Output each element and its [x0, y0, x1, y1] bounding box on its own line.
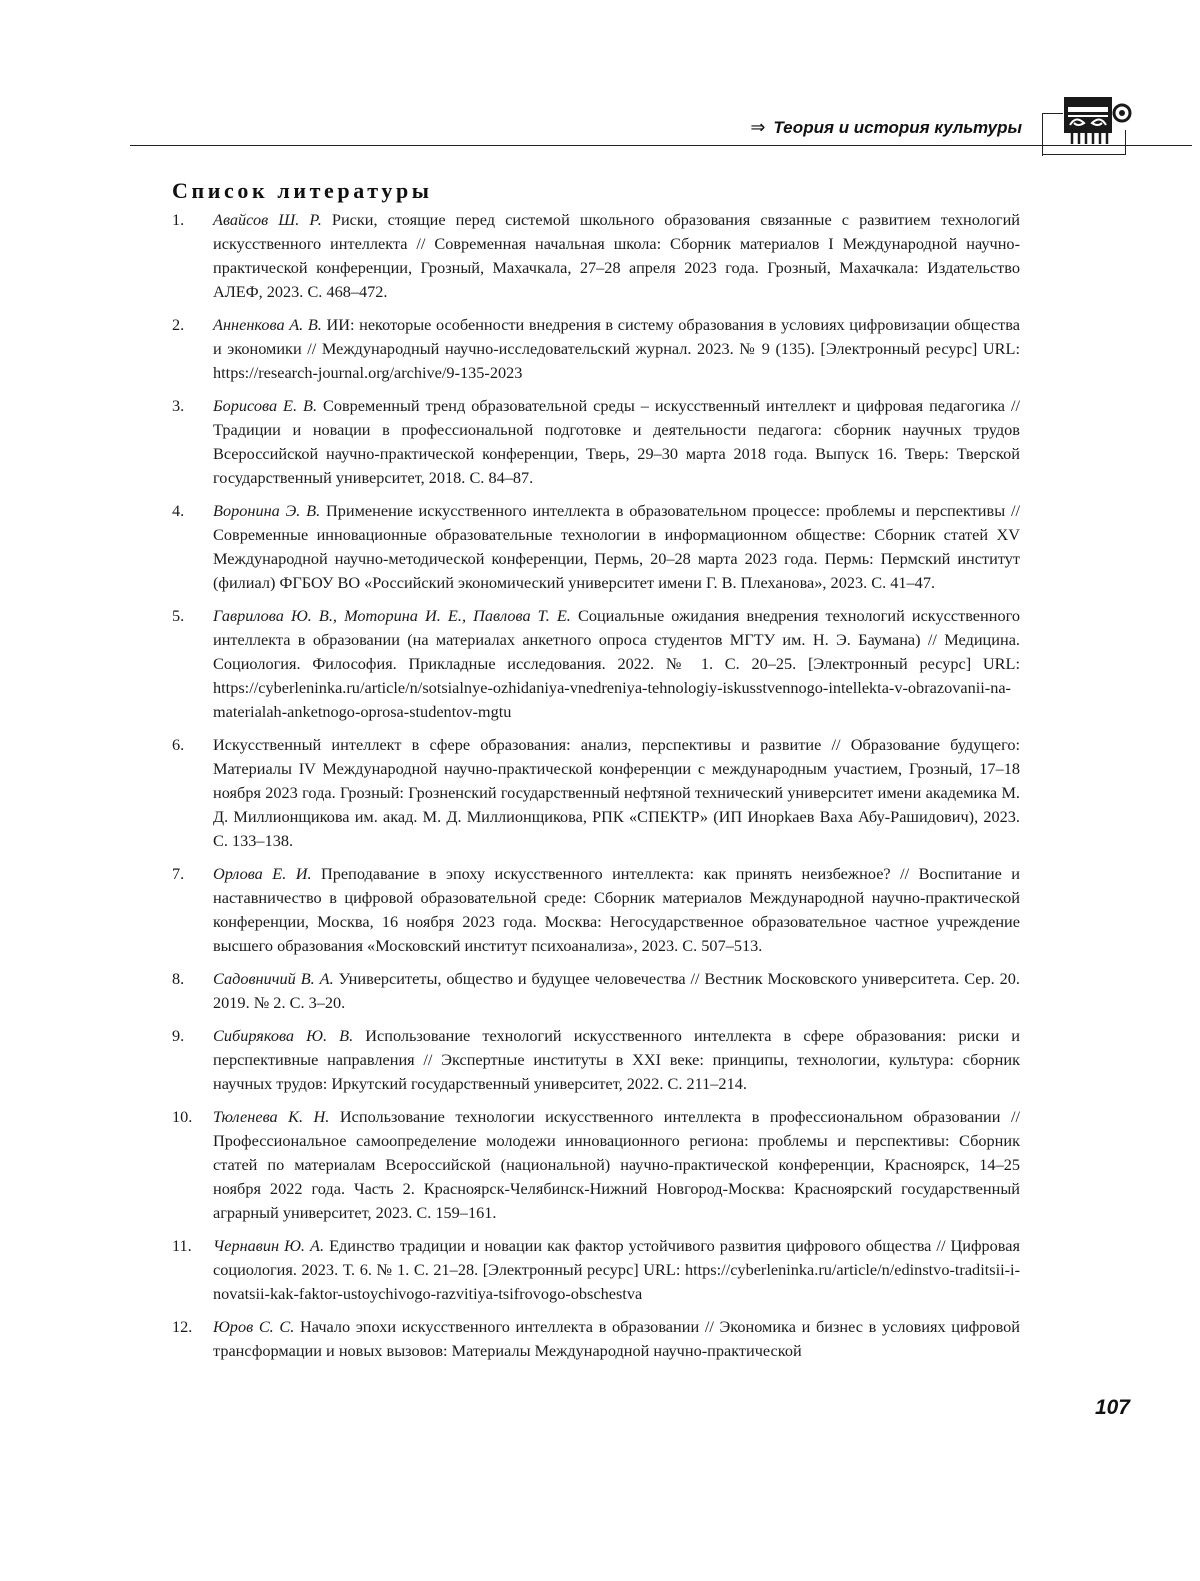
reference-author: Юров С. С. [213, 1317, 295, 1336]
reference-number: 4. [172, 501, 185, 520]
header-rule [130, 145, 1192, 146]
page-number: 107 [1094, 1396, 1130, 1419]
reference-item [172, 499, 1020, 595]
reference-author: Чернавин Ю. А. [213, 1236, 325, 1255]
reference-text: Современный тренд образовательной среды – искусственный интеллект и цифровая педагогика // Традиции и новации в профессиональной подготовке и деятельности педагога: сборник научных трудов Всероссийской научно-практической конференции, Тверь, 29–30 марта 2018 года. Выпуск 16. Тверь: Тверской государственный университет, 2018. С. 84–87. [213, 396, 1020, 487]
reference-number: 10. [172, 1107, 193, 1126]
reference-author: Садовничий В. А. [213, 969, 334, 988]
reference-list [172, 208, 1020, 1363]
reference-author: Авайсов Ш. Р. [213, 210, 322, 229]
reference-number: 3. [172, 396, 185, 415]
reference-text: Начало эпохи искусственного интеллекта в образовании // Экономика и бизнес в условиях цифровой трансформации и новых вызовов: Материалы Международной научно-практической [213, 1317, 1020, 1360]
reference-item [172, 313, 1020, 385]
section-title: Список литературы [172, 178, 433, 203]
reference-number: 7. [172, 864, 185, 883]
reference-author: Борисова Е. В. [213, 396, 318, 415]
header-bracket [1042, 113, 1063, 156]
reference-author: Сибирякова Ю. В. [213, 1026, 354, 1045]
reference-item [172, 1315, 1020, 1363]
reference-number: 6. [172, 735, 185, 754]
column-capital-icon [1062, 95, 1132, 145]
reference-item [172, 1234, 1020, 1306]
reference-text: Социальные ожидания внедрения технологий искусственного интеллекта в образовании (на материалах анкетного опроса студентов МГТУ им. Н. Э. Баумана) // Медицина. Социология. Философия. Прикладные исследования. 2022. № 1. С. 20–25. [Электронный ресурс] URL: https://cyberleninka.ru/article/n/sotsialnye-ozhidaniya-vnedreniya-tehnologiy-iskusstvennogo-intellekta-v-obrazovanii-na-materialah-anketnogo-oprosa-studentov-mgtu [213, 606, 1020, 721]
reference-number: 1. [172, 210, 185, 229]
reference-item [172, 394, 1020, 490]
reference-item [172, 862, 1020, 958]
double-arrow-icon: ⇒ [750, 117, 766, 137]
reference-text: Риски, стоящие перед системой школьного образования связанные с развитием технологий искусственного интеллекта // Современная начальная школа: Сборник материалов I Международной научно-практической конференции, Грозный, Махачкала, 27–28 апреля 2023 года. Грозный, Махачкала: Издательство АЛЕФ, 2023. С. 468–472. [213, 210, 1020, 301]
reference-item [172, 604, 1020, 724]
reference-item [172, 967, 1020, 1015]
reference-number: 5. [172, 606, 185, 625]
reference-number: 9. [172, 1026, 185, 1045]
reference-text: Единство традиции и новации как фактор устойчивого развития цифрового общества // Цифровая социология. 2023. Т. 6. № 1. С. 21–28. [Электронный ресурс] URL: https://cyberleninka.ru/article/n/edinstvo-traditsii-i-novatsii-kak-faktor-ustoychivogo-razvitiya-tsifrovogo-obschestva [213, 1236, 1020, 1303]
reference-text: Преподавание в эпоху искусственного интеллекта: как принять неизбежное? // Воспитание и наставничество в цифровой образовательной среде: Сборник материалов Международной научно-практической конференции, Москва, 16 ноября 2023 года. Москва: Негосударственное образовательное частное учреждение высшего образования «Московский институт психоанализа», 2023. С. 507–513. [213, 864, 1020, 955]
bibliography-section [172, 178, 1020, 1372]
reference-author: Анненкова А. В. [213, 315, 322, 334]
reference-text: Применение искусственного интеллекта в образовательном процессе: проблемы и перспективы // Современные инновационные образовательные технологии в информационном обществе: Сборник статей XV Международной научно-методической конференции, Пермь, 20–28 марта 2023 года. Пермь: Пермский институт (филиал) ФГБОУ ВО «Российский экономический университет имени Г. В. Плеханова», 2023. С. 41–47. [213, 501, 1020, 592]
reference-number: 8. [172, 969, 185, 988]
header-box-line [1042, 154, 1126, 155]
reference-author: Орлова Е. И. [213, 864, 312, 883]
reference-number: 2. [172, 315, 185, 334]
reference-item [172, 208, 1020, 304]
reference-item [172, 1024, 1020, 1096]
reference-number: 12. [172, 1317, 193, 1336]
reference-text: ИИ: некоторые особенности внедрения в систему образования в условиях цифровизации общества и экономики // Международный научно-исследовательский журнал. 2023. № 9 (135). [Электронный ресурс] URL: https://research-journal.org/archive/9-135-2023 [213, 315, 1020, 382]
reference-number: 11. [172, 1236, 192, 1255]
reference-item [172, 733, 1020, 853]
section-name: Теория и история культуры [773, 117, 1022, 137]
reference-author: Тюленева К. Н. [213, 1107, 330, 1126]
reference-text: Использование технологии искусственного интеллекта в профессиональном образовании // Профессиональное самоопределение молодежи инновационного региона: проблемы и перспективы: Сборник статей по материалам Всероссийской (национальной) научно-практической конференции, Красноярск, 14–25 ноября 2022 года. Часть 2. Красноярск-Челябинск-Нижний Новгород-Москва: Красноярский государственный аграрный университет, 2023. С. 159–161. [213, 1107, 1020, 1222]
reference-text: Использование технологий искусственного интеллекта в сфере образования: риски и перспективные направления // Экспертные институты в XXI веке: принципы, технологии, культура: сборник научных трудов: Иркутский государственный университет, 2022. С. 211–214. [213, 1026, 1021, 1093]
reference-author: Гаврилова Ю. В., Моторина И. Е., Павлова Т. Е. [213, 606, 571, 625]
running-header [750, 117, 1022, 138]
reference-text: Искусственный интеллект в сфере образования: анализ, перспективы и развитие // Образование будущего: Материалы IV Международной научно-практической конференции с международным участием, Грозный, 17–18 ноября 2023 года. Грозный: Грозненский государственный нефтяной технический университет имени академика М. Д. Миллионщикова им. акад. М. Д. Миллионщикова, РПК «СПЕКТР» (ИП Инорkaев Ваха Абу-Рашидович), 2023. С. 133–138. [213, 735, 1020, 850]
reference-text: Университеты, общество и будущее человечества // Вестник Московского университета. Сер. 20. 2019. № 2. С. 3–20. [213, 969, 1020, 1012]
reference-item [172, 1105, 1020, 1225]
reference-author: Воронина Э. В. [213, 501, 321, 520]
